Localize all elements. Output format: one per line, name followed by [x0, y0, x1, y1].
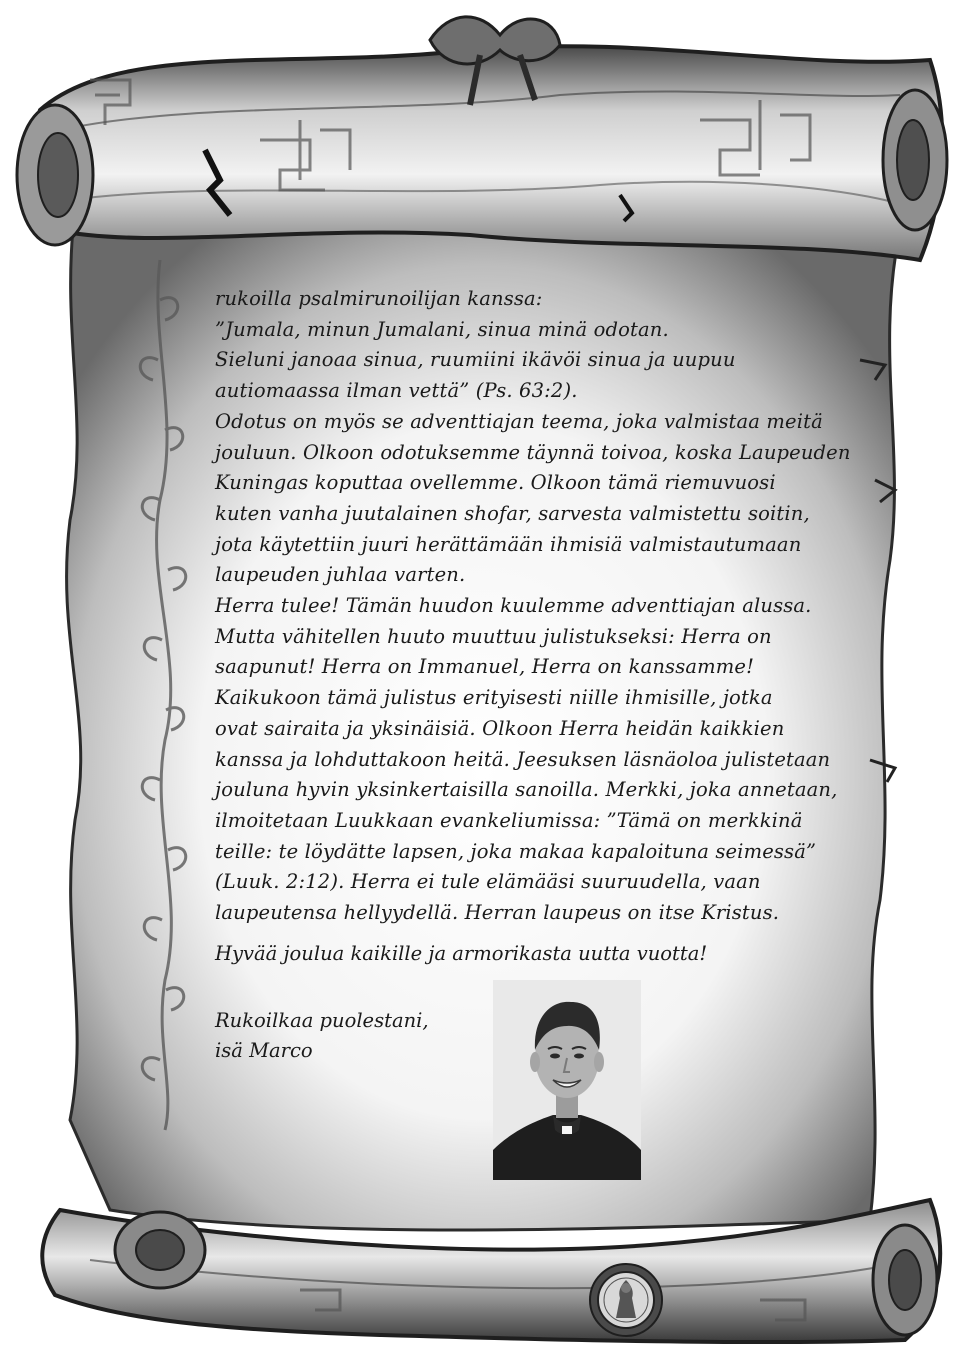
body-line: Kaikukoon tämä julistus erityisesti niille ihmisille, jotka: [215, 686, 773, 710]
portrait-photo: [493, 980, 641, 1180]
body-line: kuten vanha juutalainen shofar, sarvesta valmistettu soitin,: [215, 501, 810, 525]
body-line: jouluna hyvin yksinkertaisilla sanoilla. Merkki, joka annetaan,: [215, 778, 838, 802]
signature-name: isä Marco: [215, 1039, 313, 1062]
body-line: ovat sairaita ja yksinäisiä. Olkoon Herra heidän kaikkien: [215, 716, 785, 740]
body-line: ilmoitetaan Luukkaan evankeliumissa: ”Tämä on merkkinä: [215, 808, 803, 832]
body-line: jota käytettiin juuri herättämään ihmisiä valmistautumaan: [215, 532, 802, 556]
body-line: Mutta vähitellen huuto muuttuu julistukseksi: Herra on: [215, 624, 772, 648]
signature-block: [215, 1006, 429, 1066]
christmas-greeting: Hyvää joulua kaikille ja armorikasta uutta vuotta!: [215, 942, 708, 965]
body-line: ”Jumala, minun Jumalani, sinua minä odotan.: [215, 317, 669, 341]
top-roll: [32, 46, 943, 260]
signature-closing: Rukoilkaa puolestani,: [215, 1009, 429, 1032]
body-line: Kuningas koputtaa ovellemme. Olkoon tämä riemuvuosi: [215, 471, 776, 495]
body-line: saapunut! Herra on Immanuel, Herra on kanssamme!: [215, 655, 755, 679]
body-line: Sieluni janoaa sinua, ruumiini ikävöi sinua ja uupuu: [215, 348, 736, 372]
wax-seal: [588, 1262, 664, 1338]
body-line: laupeutensa hellyydellä. Herran laupeus on itse Kristus.: [215, 901, 780, 925]
body-line: kanssa ja lohduttakoon heitä. Jeesuksen läsnäoloa julistetaan: [215, 747, 831, 771]
body-line: Odotus on myös se adventtiajan teema, joka valmistaa meitä: [215, 409, 823, 433]
body-line: Herra tulee! Tämän huudon kuulemme adventtiajan alussa.: [215, 594, 812, 618]
body-line: rukoilla psalmirunoilijan kanssa:: [215, 287, 543, 310]
body-line: laupeuden juhlaa varten.: [215, 563, 466, 587]
body-line: jouluun. Olkoon odotuksemme täynnä toivoa, koska Laupeuden: [215, 440, 851, 464]
body-line: autiomaassa ilman vettä” (Ps. 63:2).: [215, 379, 578, 403]
letter-body: [215, 284, 855, 929]
body-line: teille: te löydätte lapsen, joka makaa kapaloituna seimessä”: [215, 839, 817, 863]
body-line: (Luuk. 2:12). Herra ei tule elämääsi suuruudella, vaan: [215, 870, 761, 894]
